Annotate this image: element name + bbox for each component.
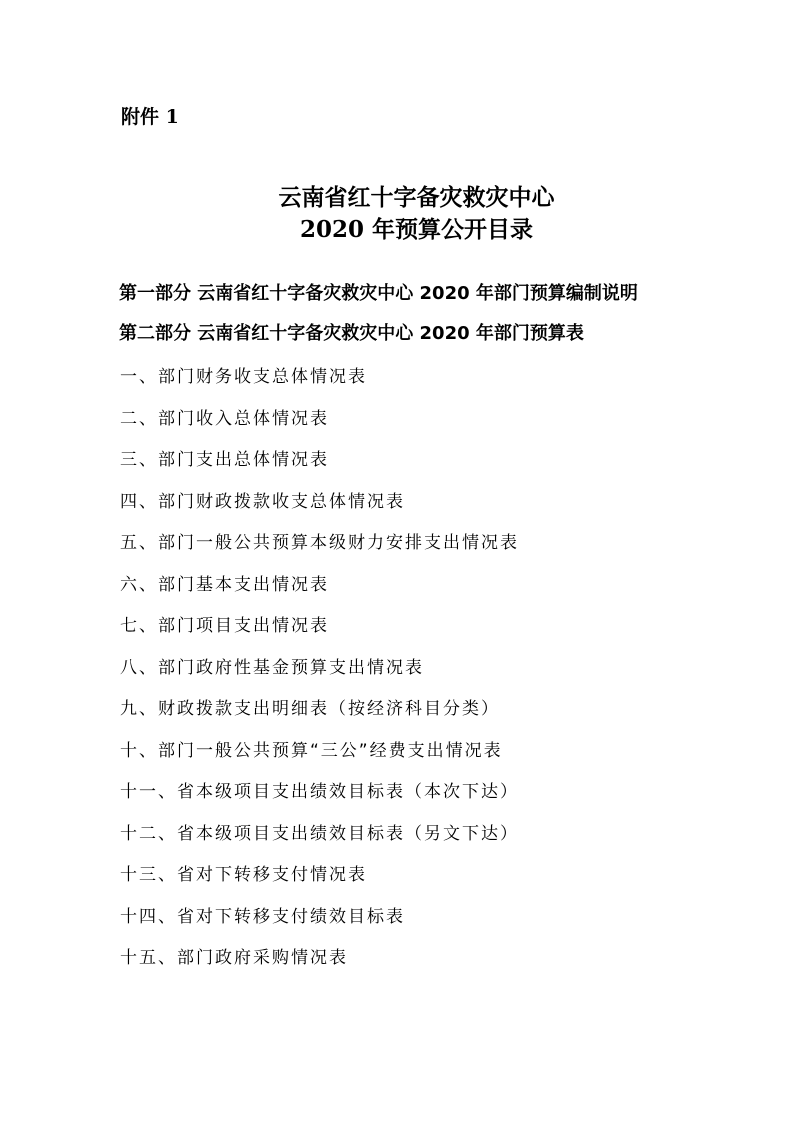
toc-item-13: 十三、省对下转移支付情况表	[120, 865, 367, 885]
toc-item-5: 五、部门一般公共预算本级财力安排支出情况表	[120, 533, 519, 553]
part-one-heading: 第一部分 云南省红十字备灾救灾中心 2020 年部门预算编制说明	[119, 283, 638, 304]
toc-item-6: 六、部门基本支出情况表	[120, 575, 329, 595]
toc-item-7: 七、部门项目支出情况表	[120, 616, 329, 636]
toc-item-8: 八、部门政府性基金预算支出情况表	[120, 658, 424, 678]
toc-item-14: 十四、省对下转移支付绩效目标表	[120, 907, 405, 927]
attachment-label: 附件 1	[121, 106, 179, 128]
toc-item-10: 十、部门一般公共预算“三公”经费支出情况表	[120, 741, 503, 761]
toc-item-4: 四、部门财政拨款收支总体情况表	[120, 492, 405, 512]
part-two-heading: 第二部分 云南省红十字备灾救灾中心 2020 年部门预算表	[119, 323, 584, 344]
document-title-line1: 云南省红十字备灾救灾中心	[278, 184, 555, 211]
toc-item-3: 三、部门支出总体情况表	[120, 450, 329, 470]
toc-item-12: 十二、省本级项目支出绩效目标表（另文下达）	[120, 824, 519, 844]
toc-item-9: 九、财政拨款支出明细表（按经济科目分类）	[120, 699, 500, 719]
document-title-line2: 2020 年预算公开目录	[299, 216, 534, 243]
toc-item-11: 十一、省本级项目支出绩效目标表（本次下达）	[120, 782, 519, 802]
toc-item-1: 一、部门财务收支总体情况表	[120, 367, 367, 387]
toc-item-15: 十五、部门政府采购情况表	[120, 948, 348, 968]
toc-item-2: 二、部门收入总体情况表	[120, 409, 329, 429]
